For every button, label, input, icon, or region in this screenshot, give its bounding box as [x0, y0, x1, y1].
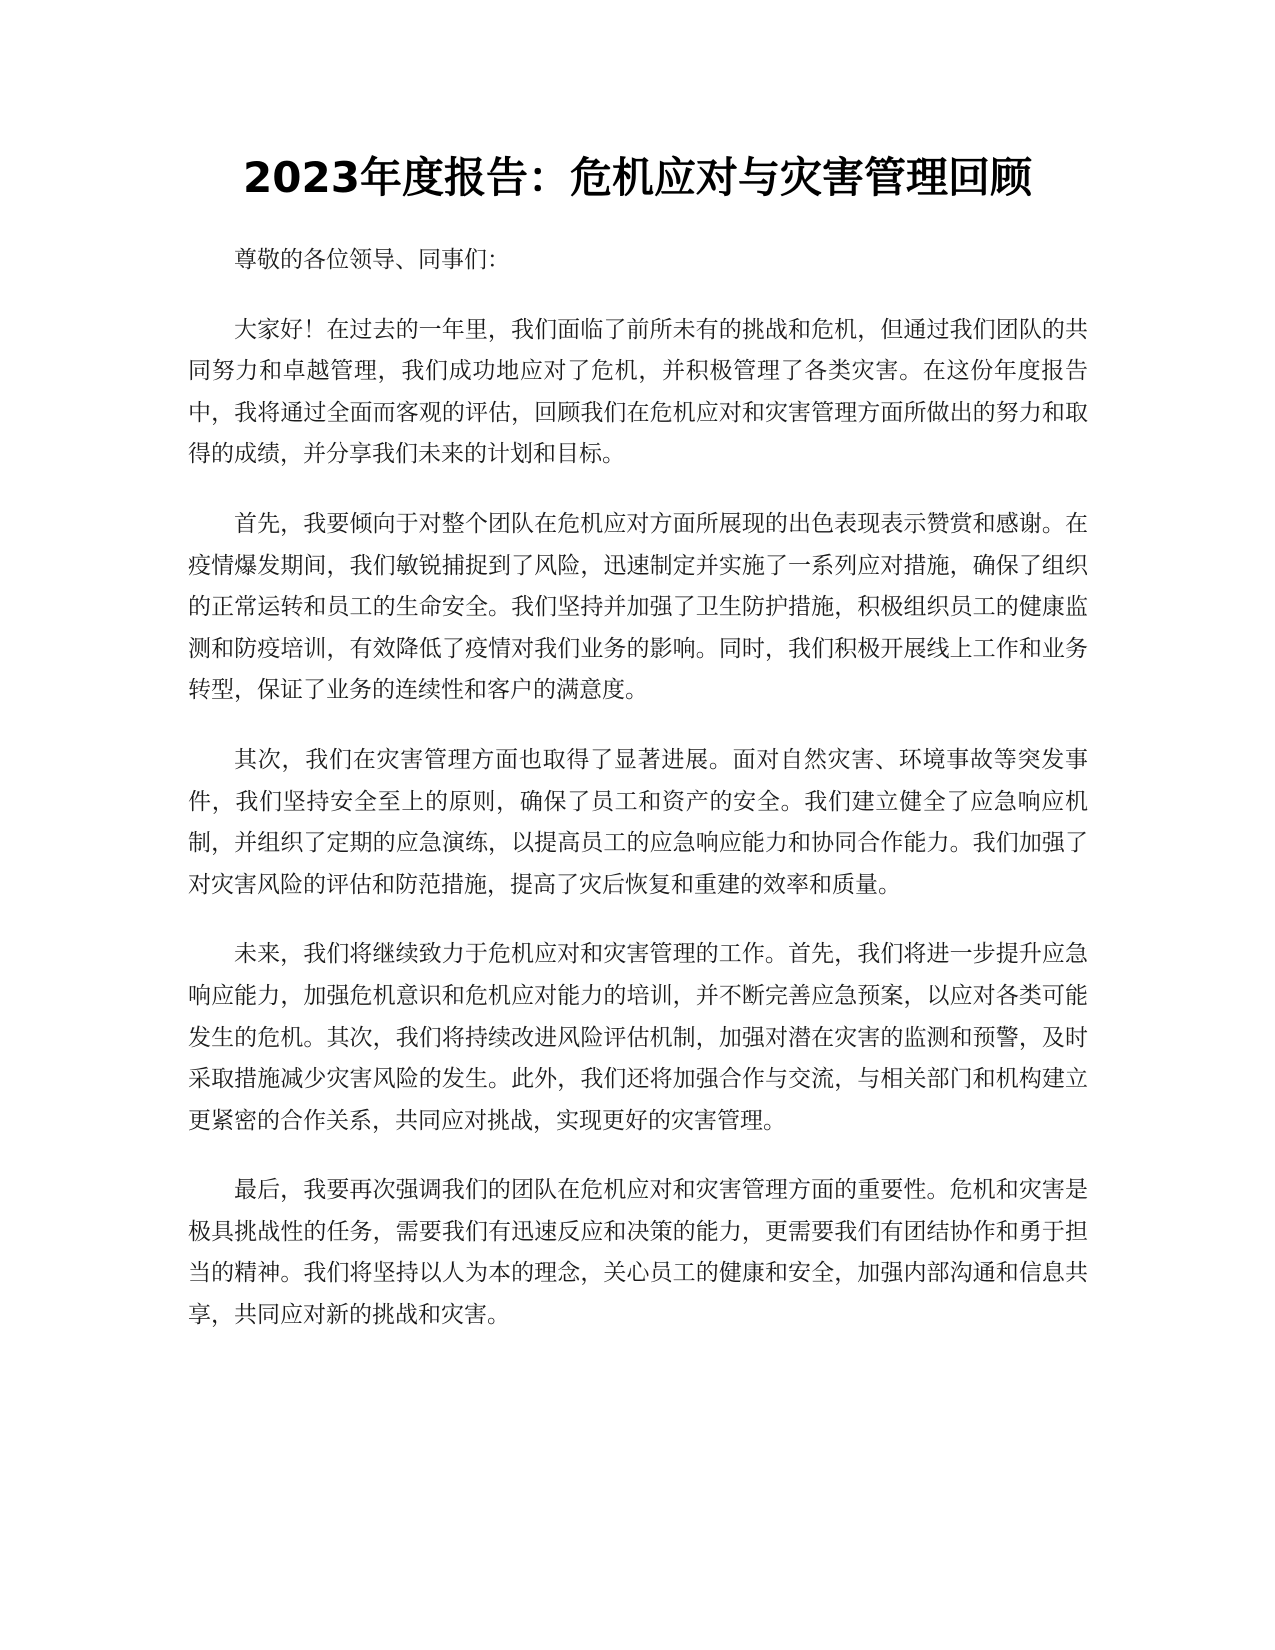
- document-title: 2023年度报告：危机应对与灾害管理回顾: [243, 153, 1032, 202]
- paragraph-future-plans: 未来，我们将继续致力于危机应对和灾害管理的工作。首先，我们将进一步提升应急响应能力，加强危机意识和危机应对能力的培训，并不断完善应急预案，以应对各类可能发生的危机。其次，我们将持续改进风险评估机制，加强对潜在灾害的监测和预警，及时采取措施减少灾害风险的发生。此外，我们还将加强合作与交流，与相关部门和机构建立更紧密的合作关系，共同应对挑战，实现更好的灾害管理。: [188, 941, 1088, 1134]
- salutation: 尊敬的各位领导、同事们：: [234, 247, 510, 273]
- paragraph-disaster-management: 其次，我们在灾害管理方面也取得了显著进展。面对自然灾害、环境事故等突发事件，我们坚持安全至上的原则，确保了员工和资产的安全。我们建立健全了应急响应机制，并组织了定期的应急演练，以提高员工的应急响应能力和协同合作能力。我们加强了对灾害风险的评估和防范措施，提高了灾后恢复和重建的效率和质量。: [188, 746, 1088, 898]
- paragraph-crisis-response: 首先，我要倾向于对整个团队在危机应对方面所展现的出色表现表示赞赏和感谢。在疫情爆发期间，我们敏锐捕捉到了风险，迅速制定并实施了一系列应对措施，确保了组织的正常运转和员工的生命安全。我们坚持并加强了卫生防护措施，积极组织员工的健康监测和防疫培训，有效降低了疫情对我们业务的影响。同时，我们积极开展线上工作和业务转型，保证了业务的连续性和客户的满意度。: [188, 510, 1088, 704]
- paragraph-conclusion: 最后，我要再次强调我们的团队在危机应对和灾害管理方面的重要性。危机和灾害是极具挑战性的任务，需要我们有迅速反应和决策的能力，更需要我们有团结协作和勇于担当的精神。我们将坚持以人为本的理念，关心员工的健康和安全，加强内部沟通和信息共享，共同应对新的挑战和灾害。: [188, 1177, 1088, 1329]
- document-body: [188, 240, 1088, 1365]
- paragraph-intro: 大家好！在过去的一年里，我们面临了前所未有的挑战和危机，但通过我们团队的共同努力和卓越管理，我们成功地应对了危机，并积极管理了各类灾害。在这份年度报告中，我将通过全面而客观的评估，回顾我们在危机应对和灾害管理方面所做出的努力和取得的成绩，并分享我们未来的计划和目标。: [188, 316, 1088, 468]
